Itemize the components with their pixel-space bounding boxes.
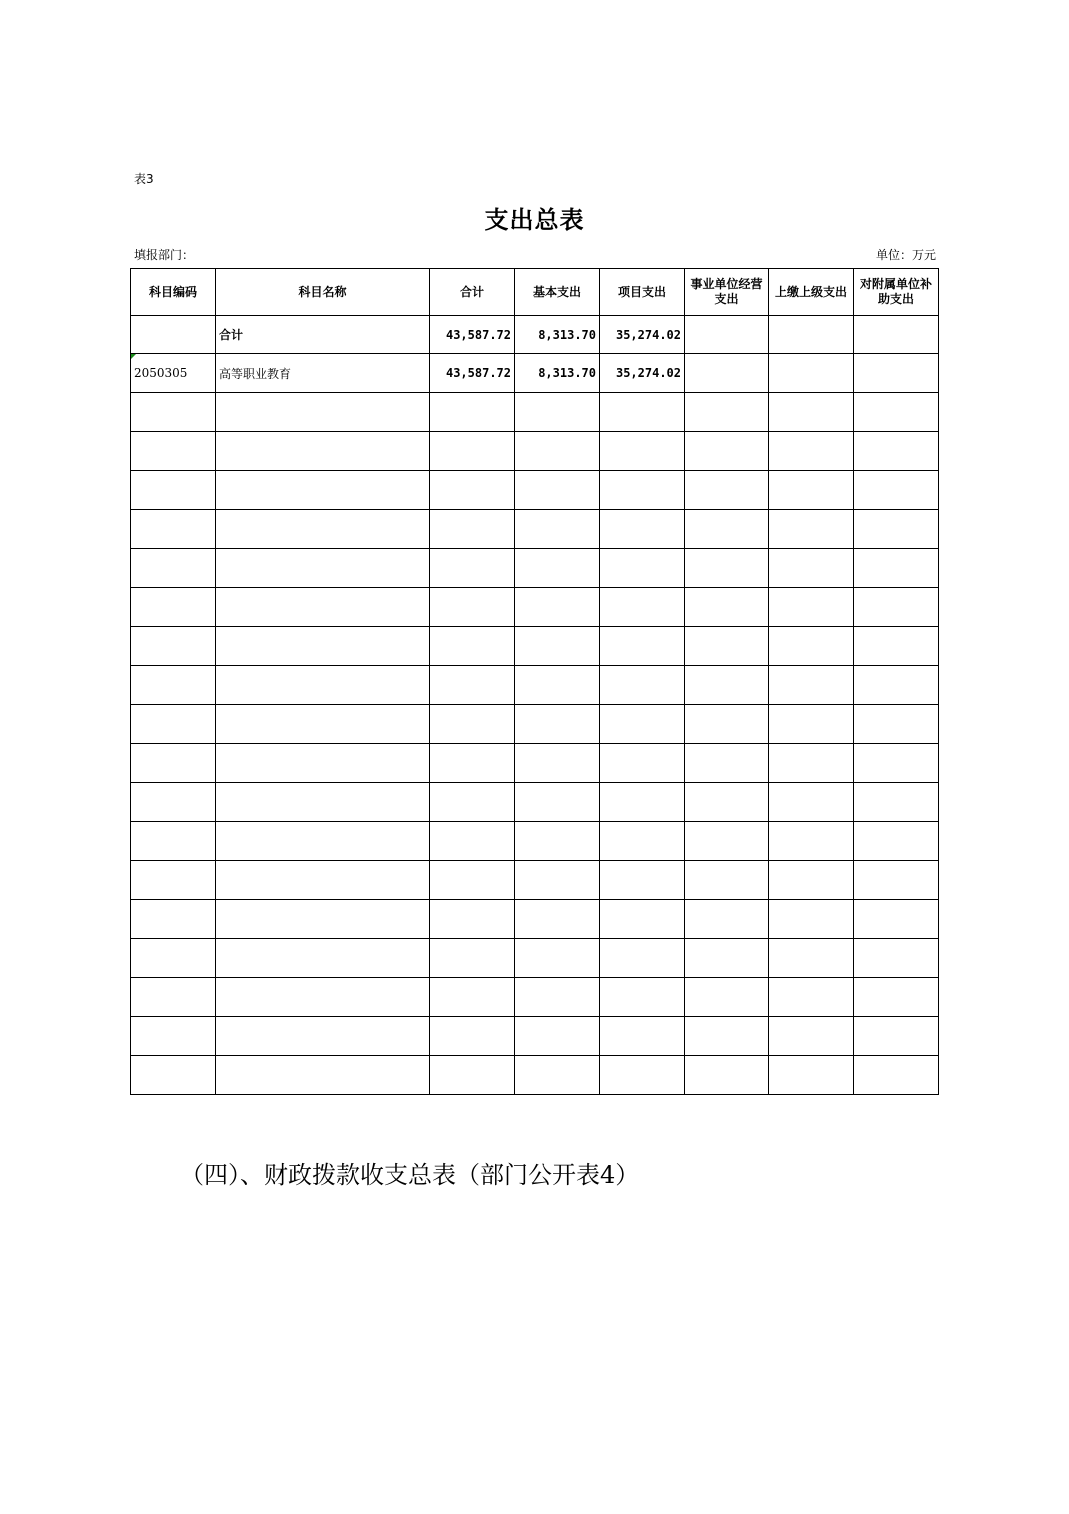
empty-cell: [854, 900, 939, 939]
empty-cell: [854, 432, 939, 471]
total-upper: [769, 316, 854, 354]
empty-cell: [216, 939, 430, 978]
empty-cell: [854, 666, 939, 705]
empty-cell: [430, 471, 515, 510]
empty-cell: [131, 744, 216, 783]
empty-cell: [769, 393, 854, 432]
header-upper: 上缴上级支出: [769, 269, 854, 316]
expenditure-table: [130, 268, 939, 1095]
empty-cell: [430, 705, 515, 744]
row-code: [131, 354, 216, 393]
empty-cell: [131, 549, 216, 588]
empty-cell: [430, 1056, 515, 1095]
empty-cell: [131, 588, 216, 627]
empty-cell: [769, 549, 854, 588]
empty-cell: [600, 939, 685, 978]
row-upper: [769, 354, 854, 393]
empty-cell: [600, 588, 685, 627]
empty-cell: [769, 861, 854, 900]
header-project: 项目支出: [600, 269, 685, 316]
empty-cell: [430, 510, 515, 549]
cell-comment-marker: [131, 354, 136, 359]
empty-row: [131, 744, 939, 783]
empty-cell: [515, 666, 600, 705]
empty-cell: [216, 666, 430, 705]
empty-cell: [515, 939, 600, 978]
section-heading: （四）、财政拨款收支总表（部门公开表4）: [180, 1161, 640, 1189]
empty-cell: [131, 900, 216, 939]
empty-row: [131, 939, 939, 978]
empty-cell: [854, 1017, 939, 1056]
empty-cell: [769, 588, 854, 627]
empty-row: [131, 705, 939, 744]
empty-row: [131, 588, 939, 627]
empty-cell: [685, 432, 769, 471]
empty-cell: [685, 1056, 769, 1095]
row-basic: 8,313.70: [515, 354, 600, 393]
empty-cell: [854, 744, 939, 783]
header-basic: 基本支出: [515, 269, 600, 316]
empty-cell: [430, 978, 515, 1017]
empty-cell: [769, 432, 854, 471]
empty-cell: [685, 393, 769, 432]
table-number: 表3: [134, 172, 154, 186]
empty-cell: [769, 783, 854, 822]
empty-cell: [430, 1017, 515, 1056]
empty-cell: [216, 861, 430, 900]
empty-row: [131, 783, 939, 822]
empty-cell: [216, 900, 430, 939]
empty-cell: [685, 744, 769, 783]
header-name: 科目名称: [216, 269, 430, 316]
total-code: [131, 316, 216, 354]
empty-row: [131, 1056, 939, 1095]
empty-cell: [515, 393, 600, 432]
empty-cell: [515, 822, 600, 861]
empty-cell: [600, 666, 685, 705]
empty-cell: [515, 627, 600, 666]
empty-row: [131, 549, 939, 588]
empty-cell: [515, 510, 600, 549]
header-subsidy: 对附属单位补助支出: [854, 269, 939, 316]
empty-cell: [430, 666, 515, 705]
empty-cell: [430, 393, 515, 432]
empty-cell: [600, 900, 685, 939]
empty-cell: [854, 510, 939, 549]
empty-cell: [854, 393, 939, 432]
reporting-department-label: 填报部门：: [134, 248, 195, 262]
empty-cell: [854, 588, 939, 627]
empty-cell: [515, 978, 600, 1017]
empty-row: [131, 978, 939, 1017]
empty-cell: [430, 432, 515, 471]
empty-row: [131, 900, 939, 939]
empty-cell: [430, 744, 515, 783]
empty-cell: [600, 1056, 685, 1095]
total-subsidy: [854, 316, 939, 354]
empty-cell: [216, 1056, 430, 1095]
empty-row: [131, 666, 939, 705]
empty-cell: [216, 471, 430, 510]
empty-cell: [131, 1017, 216, 1056]
empty-cell: [769, 1017, 854, 1056]
empty-cell: [769, 939, 854, 978]
row-total: 43,587.72: [430, 354, 515, 393]
empty-cell: [685, 939, 769, 978]
empty-cell: [685, 549, 769, 588]
empty-cell: [685, 900, 769, 939]
empty-cell: [600, 471, 685, 510]
empty-cell: [216, 510, 430, 549]
empty-cell: [131, 432, 216, 471]
empty-cell: [769, 822, 854, 861]
empty-cell: [600, 549, 685, 588]
empty-cell: [854, 471, 939, 510]
empty-cell: [131, 510, 216, 549]
page-title: 支出总表: [484, 206, 585, 234]
empty-cell: [515, 783, 600, 822]
empty-cell: [216, 822, 430, 861]
empty-cell: [515, 588, 600, 627]
empty-row: [131, 822, 939, 861]
empty-cell: [131, 783, 216, 822]
empty-cell: [854, 1056, 939, 1095]
empty-cell: [769, 627, 854, 666]
row-name: 高等职业教育: [216, 354, 430, 393]
empty-cell: [131, 627, 216, 666]
empty-cell: [216, 549, 430, 588]
total-total: 43,587.72: [430, 316, 515, 354]
empty-cell: [430, 861, 515, 900]
empty-cell: [769, 666, 854, 705]
empty-cell: [685, 861, 769, 900]
table-header-row: [131, 269, 939, 316]
empty-cell: [131, 1056, 216, 1095]
empty-cell: [131, 705, 216, 744]
empty-cell: [769, 744, 854, 783]
empty-cell: [216, 705, 430, 744]
empty-cell: [131, 393, 216, 432]
empty-cell: [430, 783, 515, 822]
empty-cell: [131, 471, 216, 510]
empty-cell: [854, 549, 939, 588]
empty-cell: [131, 939, 216, 978]
row-business: [685, 354, 769, 393]
unit-label: 单位：万元: [875, 248, 936, 262]
empty-cell: [685, 705, 769, 744]
empty-cell: [600, 978, 685, 1017]
empty-row: [131, 510, 939, 549]
empty-cell: [430, 549, 515, 588]
empty-cell: [769, 510, 854, 549]
empty-cell: [131, 666, 216, 705]
empty-cell: [515, 1017, 600, 1056]
empty-cell: [854, 861, 939, 900]
empty-cell: [685, 1017, 769, 1056]
row-code-text: 2050305: [134, 366, 188, 380]
empty-cell: [131, 978, 216, 1017]
empty-cell: [854, 822, 939, 861]
empty-cell: [600, 744, 685, 783]
empty-cell: [515, 705, 600, 744]
empty-cell: [600, 705, 685, 744]
total-name: 合计: [216, 316, 430, 354]
empty-cell: [685, 978, 769, 1017]
empty-cell: [685, 627, 769, 666]
empty-cell: [216, 393, 430, 432]
empty-cell: [600, 822, 685, 861]
empty-cell: [854, 705, 939, 744]
empty-cell: [600, 510, 685, 549]
empty-cell: [515, 1056, 600, 1095]
row-project: 35,274.02: [600, 354, 685, 393]
empty-cell: [769, 978, 854, 1017]
empty-cell: [854, 978, 939, 1017]
empty-cell: [131, 861, 216, 900]
empty-cell: [769, 900, 854, 939]
header-total: 合计: [430, 269, 515, 316]
empty-cell: [430, 900, 515, 939]
empty-cell: [600, 1017, 685, 1056]
total-project: 35,274.02: [600, 316, 685, 354]
empty-cell: [600, 627, 685, 666]
empty-cell: [685, 822, 769, 861]
empty-cell: [216, 744, 430, 783]
empty-row: [131, 861, 939, 900]
empty-cell: [515, 549, 600, 588]
empty-cell: [854, 783, 939, 822]
empty-cell: [430, 939, 515, 978]
empty-row: [131, 627, 939, 666]
empty-cell: [600, 783, 685, 822]
header-code: 科目编码: [131, 269, 216, 316]
empty-cell: [600, 393, 685, 432]
empty-cell: [430, 822, 515, 861]
empty-row: [131, 393, 939, 432]
empty-cell: [430, 627, 515, 666]
empty-cell: [515, 744, 600, 783]
table-row: [131, 354, 939, 393]
empty-cell: [685, 783, 769, 822]
empty-row: [131, 471, 939, 510]
empty-cell: [854, 939, 939, 978]
empty-cell: [515, 900, 600, 939]
empty-cell: [216, 627, 430, 666]
empty-cell: [769, 471, 854, 510]
empty-cell: [685, 666, 769, 705]
empty-cell: [515, 471, 600, 510]
empty-cell: [685, 588, 769, 627]
row-subsidy: [854, 354, 939, 393]
empty-cell: [685, 510, 769, 549]
empty-cell: [600, 861, 685, 900]
empty-cell: [685, 471, 769, 510]
empty-cell: [131, 822, 216, 861]
empty-cell: [769, 1056, 854, 1095]
empty-cell: [216, 1017, 430, 1056]
empty-cell: [854, 627, 939, 666]
empty-cell: [515, 432, 600, 471]
total-row: [131, 316, 939, 354]
total-business: [685, 316, 769, 354]
empty-cell: [515, 861, 600, 900]
empty-cell: [216, 978, 430, 1017]
total-basic: 8,313.70: [515, 316, 600, 354]
empty-cell: [430, 588, 515, 627]
empty-cell: [769, 705, 854, 744]
empty-row: [131, 1017, 939, 1056]
header-business: 事业单位经营支出: [685, 269, 769, 316]
empty-row: [131, 432, 939, 471]
empty-cell: [216, 432, 430, 471]
empty-cell: [216, 783, 430, 822]
empty-cell: [216, 588, 430, 627]
empty-cell: [600, 432, 685, 471]
